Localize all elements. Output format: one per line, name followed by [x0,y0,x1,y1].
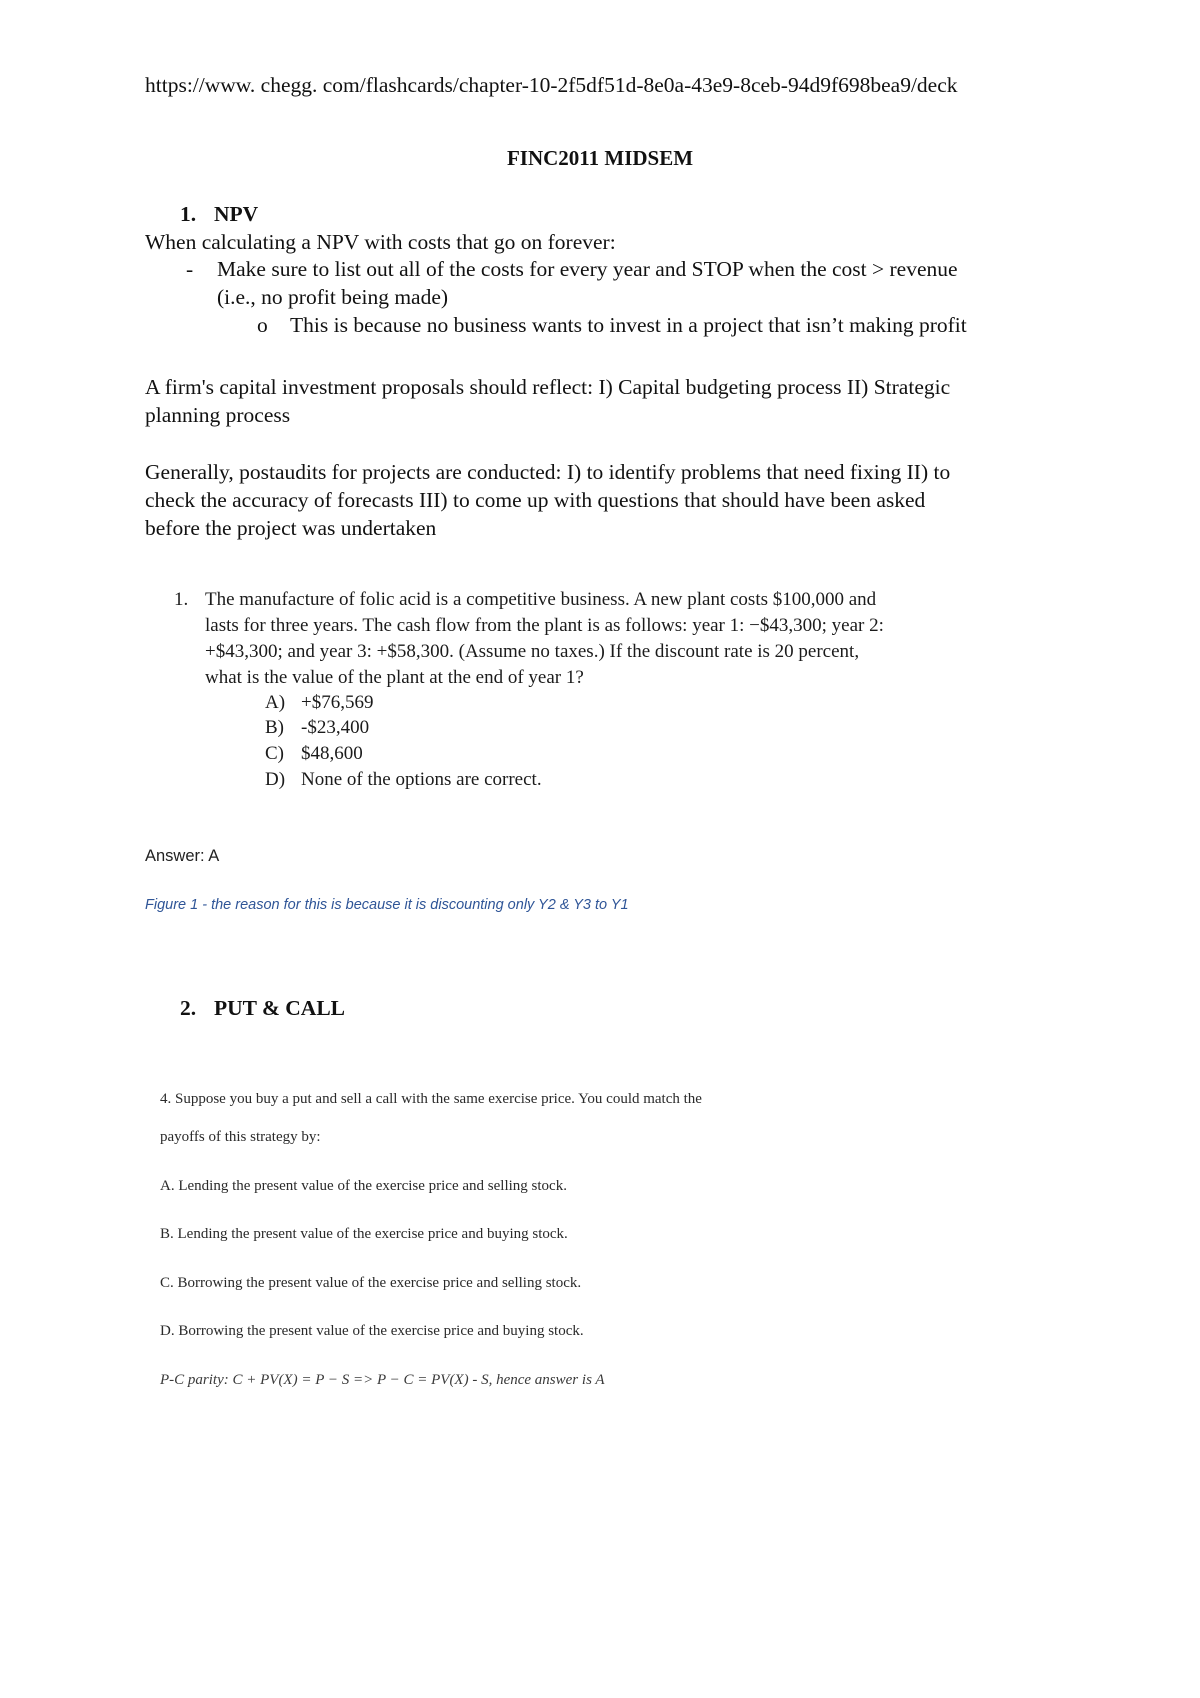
paragraph-line: A firm's capital investment proposals should reflect: I) Capital budgeting process II) Strategic [145,375,951,399]
option-b: B. Lending the present value of the exercise price and buying stock. [160,1226,568,1242]
option-letter: D) [265,769,286,790]
option-c: C. Borrowing the present value of the exercise price and selling stock. [160,1275,582,1291]
source-url[interactable]: https://www. chegg. com/flashcards/chapter-10-2f5df51d-8e0a-43e9-8ceb-94d9f698bea9/deck [145,73,958,97]
circle-bullet-marker: o [257,313,268,337]
question-line: +$43,300; and year 3: +$58,300. (Assume no taxes.) If the discount rate is 20 percent, [205,641,860,662]
option-text: +$76,569 [301,692,374,713]
option-a: A. Lending the present value of the exercise price and selling stock. [160,1178,567,1194]
section-heading-npv [180,202,258,227]
option-text: $48,600 [301,743,363,764]
parity-note: P-C parity: C + PV(X) = P − S => P − C = PV(X) - S, hence answer is A [160,1372,605,1388]
question-line: payoffs of this strategy by: [160,1129,321,1145]
option-text: None of the options are correct. [301,769,542,790]
option-letter: C) [265,743,284,764]
section-number: 1. [180,202,197,226]
paragraph-line: Generally, postaudits for projects are conducted: I) to identify problems that need fixing II) to [145,460,951,484]
question-line: The manufacture of folic acid is a competitive business. A new plant costs $100,000 and [205,589,877,610]
dash-bullet-marker: - [186,257,194,281]
sub-bullet-line: This is because no business wants to invest in a project that isn’t making profit [290,313,967,337]
paragraph-line: before the project was undertaken [145,516,437,540]
section-heading-put-call [180,996,345,1021]
paragraph-line: check the accuracy of forecasts III) to come up with questions that should have been asked [145,488,926,512]
section-title: NPV [214,202,259,226]
npv-intro: When calculating a NPV with costs that go on forever: [145,230,616,254]
question-line: what is the value of the plant at the end of year 1? [205,667,584,688]
question-line: lasts for three years. The cash flow from the plant is as follows: year 1: −$43,300; year 2: [205,615,884,636]
question-line: 4. Suppose you buy a put and sell a call with the same exercise price. You could match the [160,1091,702,1107]
bullet-line: Make sure to list out all of the costs for every year and STOP when the cost > revenue [217,257,958,281]
option-letter: B) [265,717,284,738]
section-number: 2. [180,996,197,1020]
bullet-line: (i.e., no profit being made) [217,285,449,309]
section-title: PUT & CALL [214,996,346,1020]
option-d [265,767,542,793]
question-number: 1. [174,589,189,610]
option-d: D. Borrowing the present value of the exercise price and buying stock. [160,1323,584,1339]
option-a [265,690,373,716]
document-title: FINC2011 MIDSEM [506,146,694,170]
paragraph-line: planning process [145,403,291,427]
answer-text: Answer: A [145,847,220,865]
option-text: -$23,400 [301,717,370,738]
option-c [265,741,363,767]
option-letter: A) [265,692,286,713]
option-b [265,715,369,741]
figure-caption: Figure 1 - the reason for this is because it is discounting only Y2 & Y3 to Y1 [145,897,629,913]
